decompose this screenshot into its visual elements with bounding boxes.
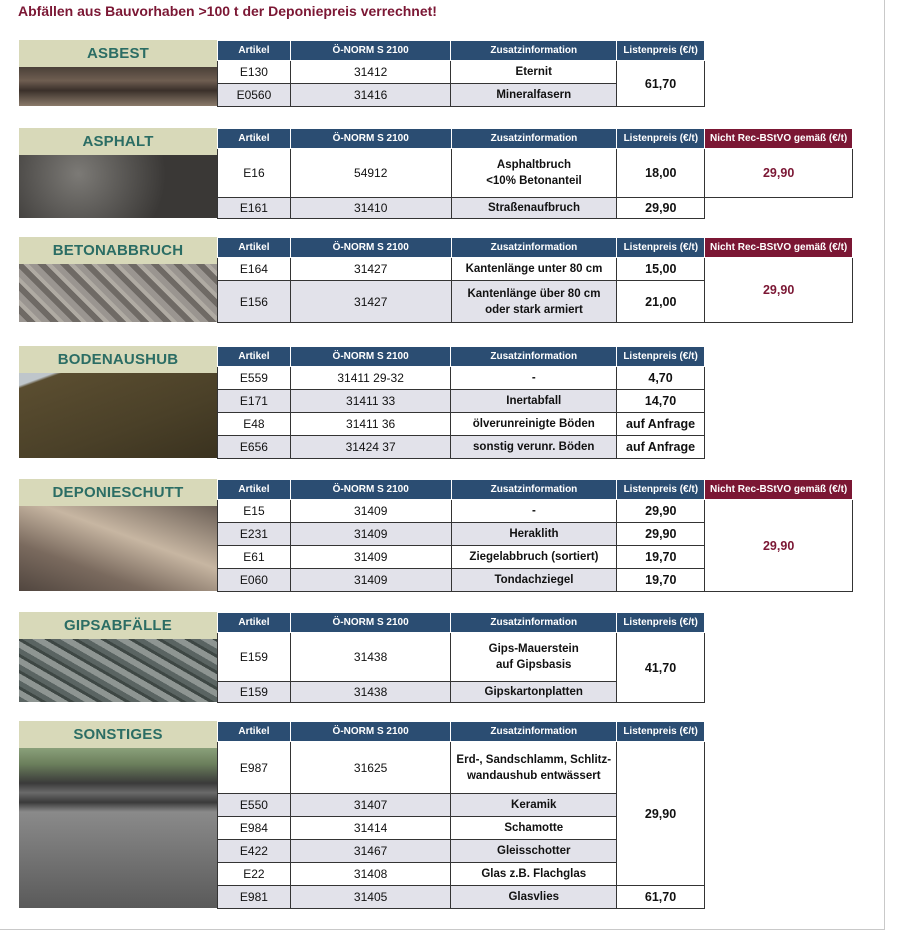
cell-norm: 31407 xyxy=(290,794,451,817)
cell-info xyxy=(451,367,617,390)
table-row xyxy=(218,886,705,909)
cell-norm: 31409 xyxy=(290,500,451,523)
header-norm: Ö-NORM S 2100 xyxy=(290,613,451,633)
info-line: Tondachziegel xyxy=(494,574,574,586)
table-row xyxy=(218,198,853,219)
cell-artikel: E48 xyxy=(218,413,291,436)
section-title: GIPSABFÄLLE xyxy=(19,612,217,639)
cell-price: auf Anfrage xyxy=(617,436,705,459)
info-line: sonstig verunr. Böden xyxy=(473,441,595,453)
info-line: Asphaltbruch xyxy=(496,159,572,171)
cell-info xyxy=(451,840,617,863)
header-price: Listenpreis (€/t) xyxy=(617,613,705,633)
header-price: Listenpreis (€/t) xyxy=(617,238,705,258)
header-row xyxy=(218,347,705,367)
table-row xyxy=(218,413,705,436)
info-line: - xyxy=(532,505,536,517)
header-norm: Ö-NORM S 2100 xyxy=(290,129,451,149)
section-photo xyxy=(19,748,217,908)
header-row xyxy=(218,722,705,742)
cell-info xyxy=(451,198,617,219)
cell-artikel: E164 xyxy=(218,258,291,281)
info-line: oder stark armiert xyxy=(485,303,583,316)
table-row xyxy=(218,367,705,390)
section-deponieschutt xyxy=(19,479,853,591)
section-sonstiges xyxy=(19,721,705,908)
cell-norm: 31410 xyxy=(290,198,451,219)
cell-info xyxy=(451,500,617,523)
cell-info xyxy=(451,817,617,840)
header-row xyxy=(218,41,705,61)
section-asbest xyxy=(19,40,705,106)
cell-info xyxy=(451,863,617,886)
cell-artikel: E060 xyxy=(218,569,291,592)
section-photo xyxy=(19,155,217,218)
cell-norm: 31409 xyxy=(290,523,451,546)
cell-info xyxy=(451,436,617,459)
price-table xyxy=(217,128,853,219)
section-photo xyxy=(19,639,217,702)
cell-artikel: E15 xyxy=(218,500,291,523)
cell-artikel: E984 xyxy=(218,817,291,840)
cell-info xyxy=(451,633,617,682)
cell-info xyxy=(451,794,617,817)
header-price: Listenpreis (€/t) xyxy=(617,480,705,500)
table-row xyxy=(218,149,853,198)
info-line: <10% Betonanteil xyxy=(486,175,582,187)
header-rec: Nicht Rec-BStVO gemäß (€/t) xyxy=(705,238,853,258)
header-price: Listenpreis (€/t) xyxy=(617,41,705,61)
cell-artikel: E981 xyxy=(218,886,291,909)
section-title: SONSTIGES xyxy=(19,721,217,748)
cell-info xyxy=(451,569,617,592)
header-norm: Ö-NORM S 2100 xyxy=(290,722,451,742)
header-rec: Nicht Rec-BStVO gemäß (€/t) xyxy=(705,129,853,149)
header-info: Zusatzinformation xyxy=(451,722,617,742)
header-price: Listenpreis (€/t) xyxy=(617,347,705,367)
header-artikel: Artikel xyxy=(218,41,291,61)
cell-norm: 31409 xyxy=(290,546,451,569)
info-line: - xyxy=(531,372,536,384)
cell-norm: 31405 xyxy=(290,886,451,909)
price-table xyxy=(217,479,853,592)
cell-artikel: E159 xyxy=(218,682,291,703)
cell-info xyxy=(451,84,617,107)
header-rec: Nicht Rec-BStVO gemäß (€/t) xyxy=(705,480,853,500)
cell-price: 41,70 xyxy=(617,633,705,703)
cell-artikel: E987 xyxy=(218,742,291,794)
header-row xyxy=(218,129,853,149)
info-line: Kantenlänge unter 80 cm xyxy=(465,263,603,275)
info-line: auf Gipsbasis xyxy=(496,659,572,671)
page-bottom-line xyxy=(0,929,885,930)
cell-price: 29,90 xyxy=(617,198,705,219)
price-table xyxy=(217,721,705,909)
section-asphalt xyxy=(19,128,853,218)
info-line: Straßenaufbruch xyxy=(487,202,580,214)
section-betonabbruch xyxy=(19,237,853,322)
section-bodenaushub xyxy=(19,346,705,458)
section-photo xyxy=(19,373,217,458)
header-artikel: Artikel xyxy=(218,347,291,367)
price-table xyxy=(217,346,705,459)
table-row xyxy=(218,258,853,281)
cell-info xyxy=(451,281,617,323)
info-line: ölverunreinigte Böden xyxy=(472,418,595,430)
header-artikel: Artikel xyxy=(218,238,291,258)
info-line: wandaushub entwässert xyxy=(466,769,601,782)
cell-artikel: E22 xyxy=(218,863,291,886)
table-row xyxy=(218,500,853,523)
cell-artikel: E0560 xyxy=(218,84,291,107)
cell-info xyxy=(451,523,617,546)
header-row xyxy=(218,238,853,258)
table-row xyxy=(218,742,705,794)
header-info: Zusatzinformation xyxy=(451,238,617,258)
info-line: Gips-Mauerstein xyxy=(488,643,579,655)
cell-artikel: E171 xyxy=(218,390,291,413)
cell-price: 61,70 xyxy=(617,61,705,107)
section-photo xyxy=(19,264,217,322)
cell-price: 21,00 xyxy=(617,281,705,323)
table-row xyxy=(218,390,705,413)
header-info: Zusatzinformation xyxy=(451,480,617,500)
info-line: Heraklith xyxy=(509,528,559,540)
header-artikel: Artikel xyxy=(218,129,291,149)
price-table xyxy=(217,40,705,107)
cell-norm: 31408 xyxy=(290,863,451,886)
cell-price: 29,90 xyxy=(617,742,705,886)
cell-info xyxy=(451,413,617,436)
cell-norm: 31424 37 xyxy=(290,436,451,459)
info-line: Gipskartonplatten xyxy=(484,686,583,698)
header-norm: Ö-NORM S 2100 xyxy=(290,480,451,500)
info-line: Keramik xyxy=(511,799,557,811)
cell-artikel: E16 xyxy=(218,149,291,198)
header-norm: Ö-NORM S 2100 xyxy=(290,41,451,61)
info-line: Glas z.B. Flachglas xyxy=(481,868,587,880)
section-photo xyxy=(19,67,217,106)
header-row xyxy=(218,480,853,500)
cell-price: 19,70 xyxy=(617,569,705,592)
info-line: Gleisschotter xyxy=(497,845,571,857)
cell-norm: 31409 xyxy=(290,569,451,592)
cell-rec-price: 29,90 xyxy=(705,149,853,198)
cell-artikel: E156 xyxy=(218,281,291,323)
price-table xyxy=(217,612,705,703)
table-row xyxy=(218,61,705,84)
intro-text: Abfällen aus Bauvorhaben >100 t der Deponiepreis verrechnet! xyxy=(18,3,437,19)
cell-norm: 31625 xyxy=(290,742,451,794)
cell-norm: 54912 xyxy=(290,149,451,198)
cell-norm: 31411 36 xyxy=(290,413,451,436)
header-row xyxy=(218,613,705,633)
info-line: Glasvlies xyxy=(508,891,559,903)
section-title: BETONABBRUCH xyxy=(19,237,217,264)
cell-artikel: E656 xyxy=(218,436,291,459)
cell-norm: 31438 xyxy=(290,682,451,703)
cell-info xyxy=(451,742,617,794)
cell-norm: 31411 29-32 xyxy=(290,367,451,390)
header-info: Zusatzinformation xyxy=(451,129,617,149)
cell-norm: 31412 xyxy=(290,61,451,84)
cell-price: 15,00 xyxy=(617,258,705,281)
section-title: BODENAUSHUB xyxy=(19,346,217,373)
cell-info xyxy=(451,390,617,413)
cell-rec-price: 29,90 xyxy=(705,258,853,323)
table-row xyxy=(218,436,705,459)
cell-artikel: E130 xyxy=(218,61,291,84)
info-line: Inertabfall xyxy=(506,395,562,407)
section-photo xyxy=(19,506,217,591)
header-artikel: Artikel xyxy=(218,722,291,742)
cell-price: 29,90 xyxy=(617,523,705,546)
cell-artikel: E422 xyxy=(218,840,291,863)
cell-info xyxy=(451,886,617,909)
header-price: Listenpreis (€/t) xyxy=(617,129,705,149)
cell-price: 61,70 xyxy=(617,886,705,909)
cell-norm: 31427 xyxy=(290,258,451,281)
cell-artikel: E159 xyxy=(218,633,291,682)
cell-price: 29,90 xyxy=(617,500,705,523)
cell-price: auf Anfrage xyxy=(617,413,705,436)
header-artikel: Artikel xyxy=(218,480,291,500)
header-info: Zusatzinformation xyxy=(451,613,617,633)
cell-artikel: E61 xyxy=(218,546,291,569)
cell-rec-price: 29,90 xyxy=(705,500,853,592)
header-price: Listenpreis (€/t) xyxy=(617,722,705,742)
info-line: Erd-, Sandschlamm, Schlitz- xyxy=(456,753,612,766)
cell-artikel: E550 xyxy=(218,794,291,817)
page-frame-line xyxy=(884,0,885,930)
section-title: ASBEST xyxy=(19,40,217,67)
header-norm: Ö-NORM S 2100 xyxy=(290,238,451,258)
cell-price: 18,00 xyxy=(617,149,705,198)
empty-cell xyxy=(705,198,853,219)
info-line: Eternit xyxy=(515,66,552,78)
cell-norm: 31411 33 xyxy=(290,390,451,413)
section-title: DEPONIESCHUTT xyxy=(19,479,217,506)
cell-artikel: E161 xyxy=(218,198,291,219)
cell-norm: 31416 xyxy=(290,84,451,107)
header-info: Zusatzinformation xyxy=(451,41,617,61)
cell-info xyxy=(451,258,617,281)
cell-price: 19,70 xyxy=(617,546,705,569)
cell-norm: 31427 xyxy=(290,281,451,323)
cell-price: 4,70 xyxy=(617,367,705,390)
cell-artikel: E559 xyxy=(218,367,291,390)
cell-info xyxy=(451,546,617,569)
cell-info xyxy=(451,682,617,703)
cell-norm: 31438 xyxy=(290,633,451,682)
price-table xyxy=(217,237,853,323)
header-artikel: Artikel xyxy=(218,613,291,633)
section-gipsabfälle xyxy=(19,612,705,702)
info-line: Kantenlänge über 80 cm xyxy=(467,287,601,300)
cell-norm: 31467 xyxy=(290,840,451,863)
cell-info xyxy=(451,61,617,84)
info-line: Schamotte xyxy=(504,822,564,834)
section-title: ASPHALT xyxy=(19,128,217,155)
header-norm: Ö-NORM S 2100 xyxy=(290,347,451,367)
cell-info xyxy=(451,149,617,198)
table-row xyxy=(218,633,705,682)
cell-norm: 31414 xyxy=(290,817,451,840)
header-info: Zusatzinformation xyxy=(451,347,617,367)
info-line: Ziegelabbruch (sortiert) xyxy=(469,551,599,563)
cell-price: 14,70 xyxy=(617,390,705,413)
cell-artikel: E231 xyxy=(218,523,291,546)
info-line: Mineralfasern xyxy=(496,89,572,101)
